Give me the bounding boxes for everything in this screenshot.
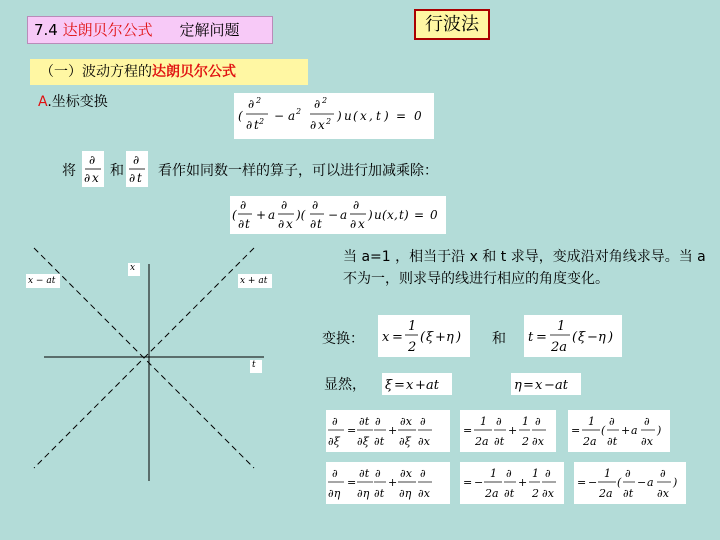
svg-text:∂x: ∂x: [542, 487, 554, 500]
svg-text:∂: ∂: [238, 217, 245, 231]
chain-rule-xi-factored: [568, 410, 670, 452]
svg-text:∂: ∂: [506, 467, 512, 480]
svg-text:η: η: [598, 330, 606, 345]
svg-text:−: −: [637, 476, 647, 489]
svg-text:η: η: [514, 378, 522, 393]
svg-text:∂: ∂: [545, 467, 551, 480]
svg-text:∂: ∂: [350, 217, 357, 231]
explanation-paragraph: 当 a=1 ，相当于沿 x 和 t 求导，变成沿对角线求导。当 a 不为一，则求导的线进行相应的角度变化。: [343, 249, 706, 287]
svg-text:∂t: ∂t: [623, 487, 634, 500]
method-label-box: [414, 9, 490, 40]
svg-text:∂x: ∂x: [641, 435, 653, 448]
svg-text:−: −: [588, 476, 598, 489]
svg-text:∂: ∂: [535, 415, 541, 428]
section-heading-prefix: （一）波动方程的: [40, 64, 152, 80]
svg-text:∂: ∂: [375, 415, 381, 428]
svg-text:t: t: [254, 118, 259, 132]
svg-text:+: +: [508, 424, 518, 437]
svg-text:(: (: [232, 208, 237, 222]
svg-text:∂x: ∂x: [400, 467, 412, 480]
svg-text:=: =: [571, 424, 581, 437]
svg-text:a: a: [288, 109, 296, 123]
svg-text:=: =: [577, 476, 587, 489]
section-title: 达朗贝尔公式: [62, 21, 153, 39]
svg-text:∂ξ: ∂ξ: [357, 435, 369, 448]
svg-text:t: t: [137, 171, 142, 185]
svg-text:=: =: [347, 476, 357, 489]
svg-text:2: 2: [296, 107, 302, 116]
svg-text:∂: ∂: [644, 415, 650, 428]
svg-text:,: ,: [369, 109, 373, 123]
xi-definition: [382, 373, 452, 395]
svg-text:x: x: [286, 217, 293, 231]
text-he-1: 和: [110, 163, 124, 179]
svg-text:1: 1: [557, 319, 566, 334]
section-subtitle: 定解问题: [179, 21, 240, 39]
chain-rule-eta: [326, 462, 450, 504]
svg-text:∂η: ∂η: [328, 487, 341, 500]
svg-text:x: x: [387, 208, 394, 222]
svg-text:∂η: ∂η: [399, 487, 412, 500]
svg-text:(: (: [420, 330, 426, 345]
svg-text:2a: 2a: [485, 487, 499, 500]
svg-text:∂: ∂: [89, 153, 96, 167]
svg-text:): ): [404, 208, 409, 222]
svg-text:∂: ∂: [133, 153, 140, 167]
svg-text:∂: ∂: [420, 467, 426, 480]
svg-text:−: −: [587, 330, 598, 345]
svg-text:=: =: [463, 424, 473, 437]
svg-text:+: +: [518, 476, 528, 489]
svg-text:0: 0: [414, 109, 422, 123]
svg-text:x: x: [318, 118, 325, 132]
section-heading: [30, 59, 308, 85]
svg-text:2a: 2a: [599, 487, 613, 500]
svg-text:∂: ∂: [609, 415, 615, 428]
chain-rule-eta-factored: [574, 462, 686, 504]
svg-text:1: 1: [408, 319, 417, 334]
svg-text:η: η: [446, 330, 454, 345]
svg-text:): ): [368, 208, 373, 222]
svg-text:): ): [657, 424, 662, 437]
obviously-label: 显然，: [324, 377, 366, 393]
svg-text:+: +: [435, 330, 446, 345]
svg-text:=: =: [463, 476, 473, 489]
subsection-title: .坐标变换: [47, 94, 108, 110]
svg-text:at: at: [426, 378, 439, 393]
svg-text:x: x: [358, 217, 365, 231]
svg-text:=: =: [392, 330, 403, 345]
svg-text:x: x: [360, 109, 367, 123]
svg-text:+: +: [388, 424, 398, 437]
svg-text:∂x: ∂x: [418, 435, 430, 448]
svg-text:=: =: [523, 378, 534, 393]
svg-text:1: 1: [480, 415, 487, 428]
svg-text:+: +: [415, 378, 426, 393]
svg-text:1: 1: [604, 467, 611, 480]
chain-rule-eta-expanded: [460, 462, 564, 504]
eta-definition: [511, 373, 581, 395]
svg-text:at: at: [555, 378, 568, 393]
svg-text:a: a: [268, 208, 276, 222]
svg-text:∂: ∂: [314, 97, 321, 111]
wave-equation: [234, 93, 434, 139]
svg-text:−: −: [474, 476, 484, 489]
svg-text:t: t: [376, 109, 381, 123]
svg-text:): ): [337, 109, 342, 123]
svg-text:∂: ∂: [312, 198, 319, 212]
svg-text:∂: ∂: [353, 198, 360, 212]
svg-text:a: a: [631, 424, 638, 437]
svg-text:1: 1: [532, 467, 539, 480]
svg-text:ξ: ξ: [385, 378, 393, 393]
left-line-label: x − at: [28, 276, 56, 286]
svg-text:∂t: ∂t: [494, 435, 505, 448]
svg-text:∂x: ∂x: [418, 487, 430, 500]
svg-text:∂t: ∂t: [359, 467, 370, 480]
svg-text:(: (: [601, 424, 606, 437]
svg-text:∂t: ∂t: [374, 487, 385, 500]
svg-text:=: =: [347, 424, 357, 437]
svg-text:∂x: ∂x: [532, 435, 544, 448]
svg-text:x: x: [92, 171, 99, 185]
svg-text:(: (: [238, 109, 243, 123]
svg-text:−: −: [328, 208, 339, 222]
svg-text:∂: ∂: [310, 217, 317, 231]
method-label: 行波法: [425, 14, 479, 35]
svg-text:u: u: [374, 208, 382, 222]
svg-text:): ): [608, 330, 614, 345]
svg-text:(: (: [617, 476, 622, 489]
svg-text:∂: ∂: [129, 171, 136, 185]
subsection-heading: [38, 91, 108, 111]
svg-text:=: =: [536, 330, 547, 345]
svg-text:2: 2: [259, 117, 265, 126]
svg-text:2: 2: [532, 487, 539, 500]
svg-text:a: a: [647, 476, 654, 489]
svg-text:,: ,: [394, 208, 398, 222]
svg-text:∂: ∂: [248, 97, 255, 111]
svg-text:∂ξ: ∂ξ: [399, 435, 411, 448]
subsection-letter: A: [38, 94, 48, 110]
svg-text:2: 2: [326, 117, 332, 126]
svg-text:+: +: [388, 476, 398, 489]
svg-text:2: 2: [256, 96, 262, 105]
svg-text:2a: 2a: [583, 435, 597, 448]
svg-text:2a: 2a: [551, 340, 568, 355]
svg-text:x: x: [406, 378, 414, 393]
svg-text:2a: 2a: [475, 435, 489, 448]
svg-text:∂: ∂: [246, 118, 253, 132]
operator-d-dt: [126, 151, 148, 187]
svg-text:∂: ∂: [332, 415, 338, 428]
operator-sentence: 看作如同数一样的算子，可以进行加减乘除：: [158, 163, 438, 179]
svg-text:ξ: ξ: [578, 330, 586, 345]
svg-text:∂: ∂: [281, 198, 288, 212]
svg-text:−: −: [544, 378, 555, 393]
svg-text:=: =: [414, 208, 425, 222]
svg-text:∂: ∂: [310, 118, 317, 132]
transform-x-equation: [378, 315, 470, 357]
svg-text:u: u: [344, 109, 352, 123]
svg-text:−: −: [274, 109, 285, 123]
svg-text:(: (: [353, 109, 358, 123]
svg-text:∂t: ∂t: [504, 487, 515, 500]
svg-text:∂t: ∂t: [359, 415, 370, 428]
svg-text:t: t: [317, 217, 322, 231]
svg-text:∂: ∂: [84, 171, 91, 185]
svg-text:∂: ∂: [625, 467, 631, 480]
svg-text:∂η: ∂η: [357, 487, 370, 500]
svg-text:1: 1: [588, 415, 595, 428]
operator-d-dx: [82, 151, 104, 187]
svg-text:∂t: ∂t: [374, 435, 385, 448]
svg-text:t: t: [245, 217, 250, 231]
svg-text:∂ξ: ∂ξ: [328, 435, 340, 448]
svg-text:)(: )(: [296, 208, 306, 222]
chain-rule-xi-expanded: [460, 410, 556, 452]
slide-title-box: [27, 16, 273, 44]
svg-text:1: 1: [522, 415, 529, 428]
svg-text:): ): [384, 109, 389, 123]
svg-text:∂: ∂: [496, 415, 502, 428]
svg-text:2: 2: [522, 435, 529, 448]
section-number: 7.4: [34, 21, 58, 39]
svg-text:∂: ∂: [375, 467, 381, 480]
svg-text:): ): [673, 476, 678, 489]
svg-text:): ): [456, 330, 462, 345]
factored-equation: [230, 196, 446, 234]
text-jiang: 将: [62, 163, 76, 179]
svg-text:(: (: [572, 330, 578, 345]
svg-text:1: 1: [490, 467, 497, 480]
svg-text:a: a: [340, 208, 348, 222]
svg-text:=: =: [396, 109, 407, 123]
axis-t-label: t: [252, 360, 256, 370]
axis-x-label: x: [130, 263, 136, 273]
section-heading-highlight: 达朗贝尔公式: [152, 64, 236, 80]
svg-text:2: 2: [322, 96, 328, 105]
svg-text:∂x: ∂x: [657, 487, 669, 500]
chain-rule-xi: [326, 410, 450, 452]
svg-text:∂t: ∂t: [607, 435, 618, 448]
svg-text:t: t: [399, 208, 404, 222]
svg-text:∂x: ∂x: [400, 415, 412, 428]
svg-text:x: x: [535, 378, 543, 393]
transform-t-equation: [524, 315, 622, 357]
svg-text:t: t: [528, 330, 534, 345]
svg-text:0: 0: [430, 208, 438, 222]
svg-text:ξ: ξ: [426, 330, 434, 345]
svg-text:=: =: [394, 378, 405, 393]
transform-label: 变换：: [322, 331, 364, 347]
svg-text:x: x: [382, 330, 390, 345]
svg-text:∂: ∂: [240, 198, 247, 212]
svg-text:+: +: [256, 208, 267, 222]
svg-text:∂: ∂: [332, 467, 338, 480]
characteristic-lines-diagram: [24, 246, 274, 486]
svg-text:(: (: [382, 208, 387, 222]
text-he-2: 和: [492, 331, 506, 347]
svg-text:∂: ∂: [660, 467, 666, 480]
svg-text:∂: ∂: [278, 217, 285, 231]
svg-text:+: +: [621, 424, 631, 437]
svg-text:∂: ∂: [420, 415, 426, 428]
right-line-label: x + at: [240, 276, 268, 286]
svg-text:2: 2: [408, 340, 417, 355]
